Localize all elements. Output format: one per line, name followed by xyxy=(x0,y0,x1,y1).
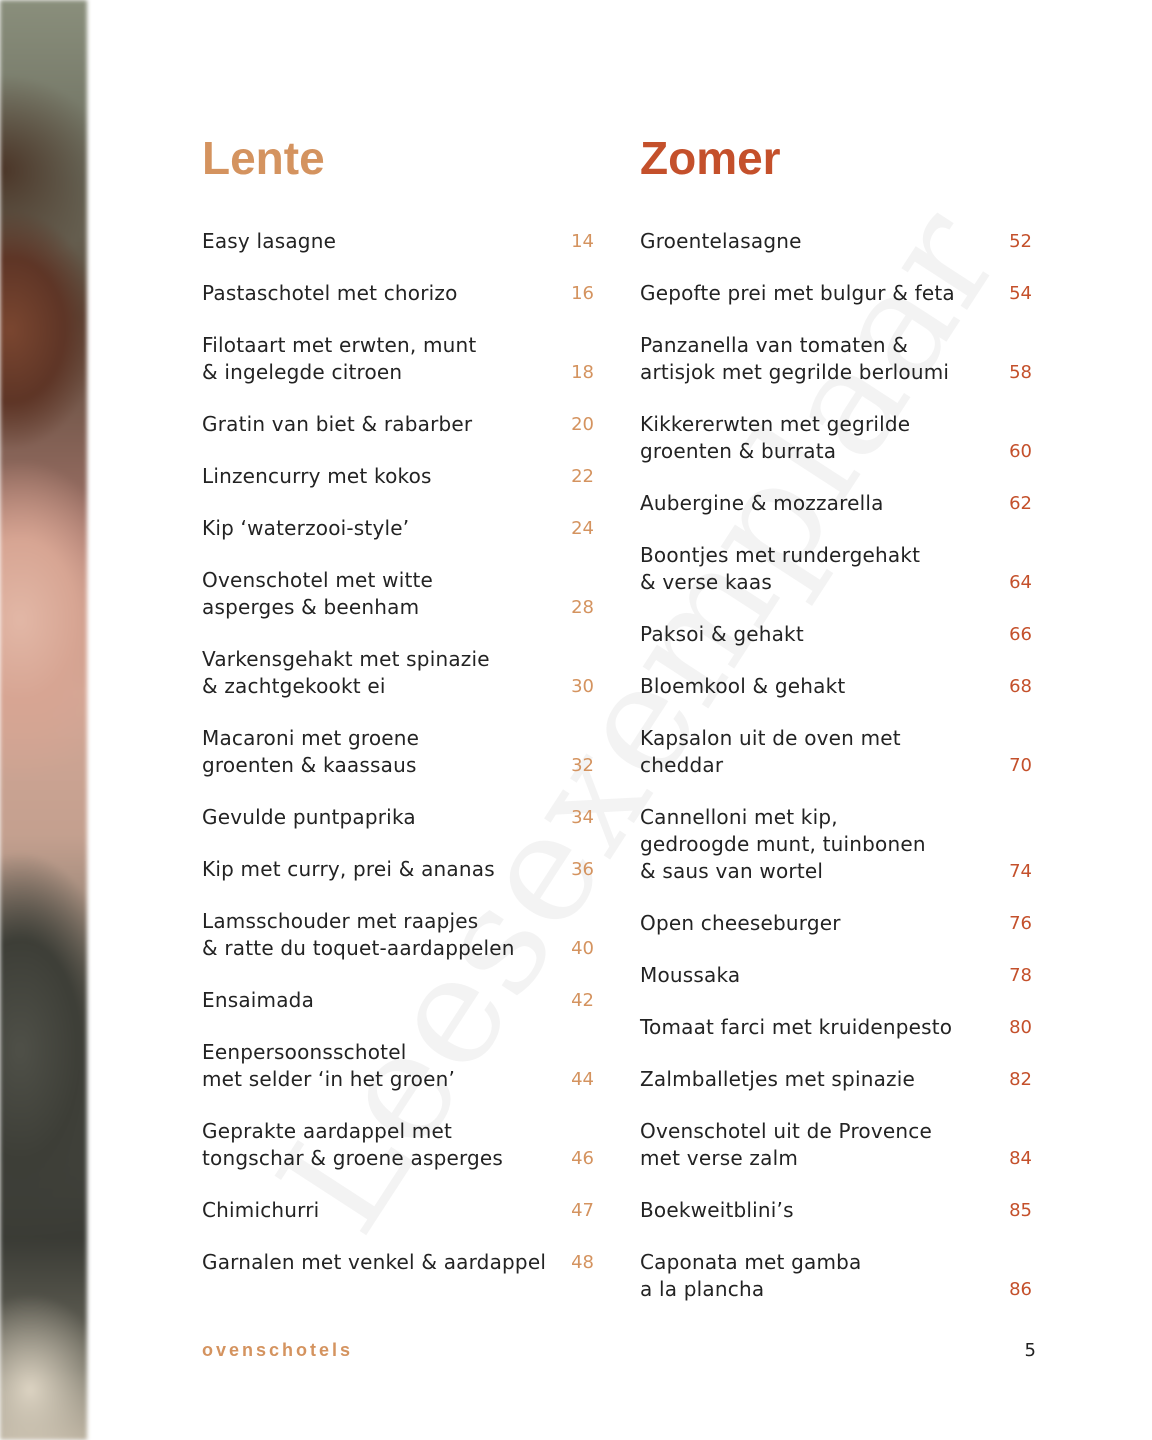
toc-entry xyxy=(640,962,1032,989)
recipe-title: Paksoi & gehakt xyxy=(640,622,804,646)
recipe-title: Gratin van biet & rabarber xyxy=(202,412,473,436)
recipe-title: Ovenschotel met witte asperges & beenham xyxy=(202,568,434,619)
toc-entry xyxy=(202,804,594,831)
toc-entry xyxy=(202,280,594,307)
recipe-title: Kikkererwten met gegrilde groenten & burrata xyxy=(640,412,911,463)
recipe-page-number: 34 xyxy=(571,807,594,828)
recipe-page-number: 22 xyxy=(571,466,594,487)
recipe-page-number: 32 xyxy=(571,755,594,776)
recipe-page-number: 68 xyxy=(1009,676,1032,697)
recipe-title: Filotaart met erwten, munt & ingelegde citroen xyxy=(202,333,477,384)
recipe-title: Moussaka xyxy=(640,963,741,987)
toc-entry xyxy=(202,1249,594,1276)
recipe-page-number: 14 xyxy=(571,231,594,252)
toc-entry xyxy=(202,908,594,962)
recipe-title: Zalmballetjes met spinazie xyxy=(640,1067,915,1091)
recipe-page-number: 52 xyxy=(1009,231,1032,252)
recipe-list-zomer xyxy=(640,228,1032,1303)
page-number: 5 xyxy=(1024,1340,1036,1361)
recipe-page-number: 28 xyxy=(571,597,594,618)
toc-entry xyxy=(202,725,594,779)
recipe-title: Aubergine & mozzarella xyxy=(640,491,884,515)
recipe-title: Boontjes met rundergehakt & verse kaas xyxy=(640,543,921,594)
recipe-title: Kip ‘waterzooi-style’ xyxy=(202,516,410,540)
toc-entry xyxy=(640,910,1032,937)
recipe-title: Caponata met gamba a la plancha xyxy=(640,1250,862,1301)
recipe-page-number: 44 xyxy=(571,1069,594,1090)
section-heading-zomer: Zomer xyxy=(640,132,781,184)
toc-entry xyxy=(640,1197,1032,1224)
recipe-title: Eenpersoonsschotel met selder ‘in het groen’ xyxy=(202,1040,456,1091)
toc-entry xyxy=(202,987,594,1014)
recipe-page-number: 18 xyxy=(571,362,594,383)
recipe-title: Pastaschotel met chorizo xyxy=(202,281,458,305)
recipe-title: Macaroni met groene groenten & kaassaus xyxy=(202,726,420,777)
recipe-page-number: 84 xyxy=(1009,1148,1032,1169)
recipe-title: Panzanella van tomaten & artisjok met gegrilde berloumi xyxy=(640,333,950,384)
recipe-title: Garnalen met venkel & aardappel xyxy=(202,1250,547,1274)
toc-entry xyxy=(202,515,594,542)
recipe-page-number: 54 xyxy=(1009,283,1032,304)
cover-photo-strip xyxy=(0,0,87,1440)
toc-entry xyxy=(640,804,1032,885)
recipe-title: Cannelloni met kip, gedroogde munt, tuinbonen & saus van wortel xyxy=(640,805,926,883)
recipe-title: Open cheeseburger xyxy=(640,911,841,935)
toc-entry xyxy=(640,1066,1032,1093)
recipe-page-number: 20 xyxy=(571,414,594,435)
recipe-page-number: 82 xyxy=(1009,1069,1032,1090)
recipe-title: Kapsalon uit de oven met cheddar xyxy=(640,726,901,777)
toc-entry xyxy=(202,1197,594,1224)
recipe-title: Lamsschouder met raapjes & ratte du toquet-aardappelen xyxy=(202,909,515,960)
recipe-title: Groentelasagne xyxy=(640,229,802,253)
toc-entry xyxy=(202,567,594,621)
recipe-page-number: 62 xyxy=(1009,493,1032,514)
recipe-page-number: 42 xyxy=(571,990,594,1011)
toc-entry xyxy=(202,646,594,700)
recipe-title: Boekweitblini’s xyxy=(640,1198,794,1222)
recipe-page-number: 60 xyxy=(1009,441,1032,462)
zomer-column xyxy=(640,132,1032,1328)
toc-entry xyxy=(640,490,1032,517)
recipe-page-number: 64 xyxy=(1009,572,1032,593)
recipe-title: Kip met curry, prei & ananas xyxy=(202,857,495,881)
recipe-page-number: 30 xyxy=(571,676,594,697)
recipe-title: Easy lasagne xyxy=(202,229,337,253)
recipe-page-number: 47 xyxy=(571,1200,594,1221)
recipe-page-number: 46 xyxy=(571,1148,594,1169)
toc-entry xyxy=(202,1039,594,1093)
toc-entry xyxy=(640,228,1032,255)
lente-column xyxy=(202,132,594,1301)
recipe-title: Varkensgehakt met spinazie & zachtgekookt ei xyxy=(202,647,490,698)
recipe-page-number: 36 xyxy=(571,859,594,880)
recipe-page-number: 76 xyxy=(1009,913,1032,934)
recipe-title: Tomaat farci met kruidenpesto xyxy=(640,1015,953,1039)
toc-entry xyxy=(640,1249,1032,1303)
toc-entry xyxy=(640,280,1032,307)
recipe-title: Chimichurri xyxy=(202,1198,320,1222)
recipe-page-number: 48 xyxy=(571,1252,594,1273)
toc-entry xyxy=(202,228,594,255)
recipe-page-number: 86 xyxy=(1009,1279,1032,1300)
toc-entry xyxy=(640,1014,1032,1041)
recipe-title: Gevulde puntpaprika xyxy=(202,805,416,829)
recipe-title: Geprakte aardappel met tongschar & groene asperges xyxy=(202,1119,504,1170)
section-heading-lente: Lente xyxy=(202,132,325,184)
toc-entry xyxy=(640,411,1032,465)
toc-entry xyxy=(202,856,594,883)
toc-entry xyxy=(640,673,1032,700)
recipe-page-number: 16 xyxy=(571,283,594,304)
recipe-title: Linzencurry met kokos xyxy=(202,464,432,488)
recipe-title: Bloemkool & gehakt xyxy=(640,674,846,698)
recipe-page-number: 85 xyxy=(1009,1200,1032,1221)
toc-entry xyxy=(640,621,1032,648)
recipe-title: Gepofte prei met bulgur & feta xyxy=(640,281,955,305)
recipe-page-number: 66 xyxy=(1009,624,1032,645)
toc-entry xyxy=(640,332,1032,386)
recipe-title: Ovenschotel uit de Provence met verse zalm xyxy=(640,1119,932,1170)
recipe-page-number: 40 xyxy=(571,938,594,959)
toc-entry xyxy=(202,332,594,386)
recipe-page-number: 70 xyxy=(1009,755,1032,776)
recipe-page-number: 80 xyxy=(1009,1017,1032,1038)
recipe-page-number: 74 xyxy=(1009,861,1032,882)
recipe-title: Ensaimada xyxy=(202,988,315,1012)
recipe-page-number: 58 xyxy=(1009,362,1032,383)
recipe-page-number: 78 xyxy=(1009,965,1032,986)
toc-entry xyxy=(640,725,1032,779)
recipe-page-number: 24 xyxy=(571,518,594,539)
toc-entry xyxy=(640,1118,1032,1172)
toc-entry xyxy=(202,1118,594,1172)
toc-entry xyxy=(202,411,594,438)
recipe-list-lente xyxy=(202,228,594,1276)
toc-entry xyxy=(202,463,594,490)
toc-entry xyxy=(640,542,1032,596)
book-title: ovenschotels xyxy=(202,1340,354,1360)
